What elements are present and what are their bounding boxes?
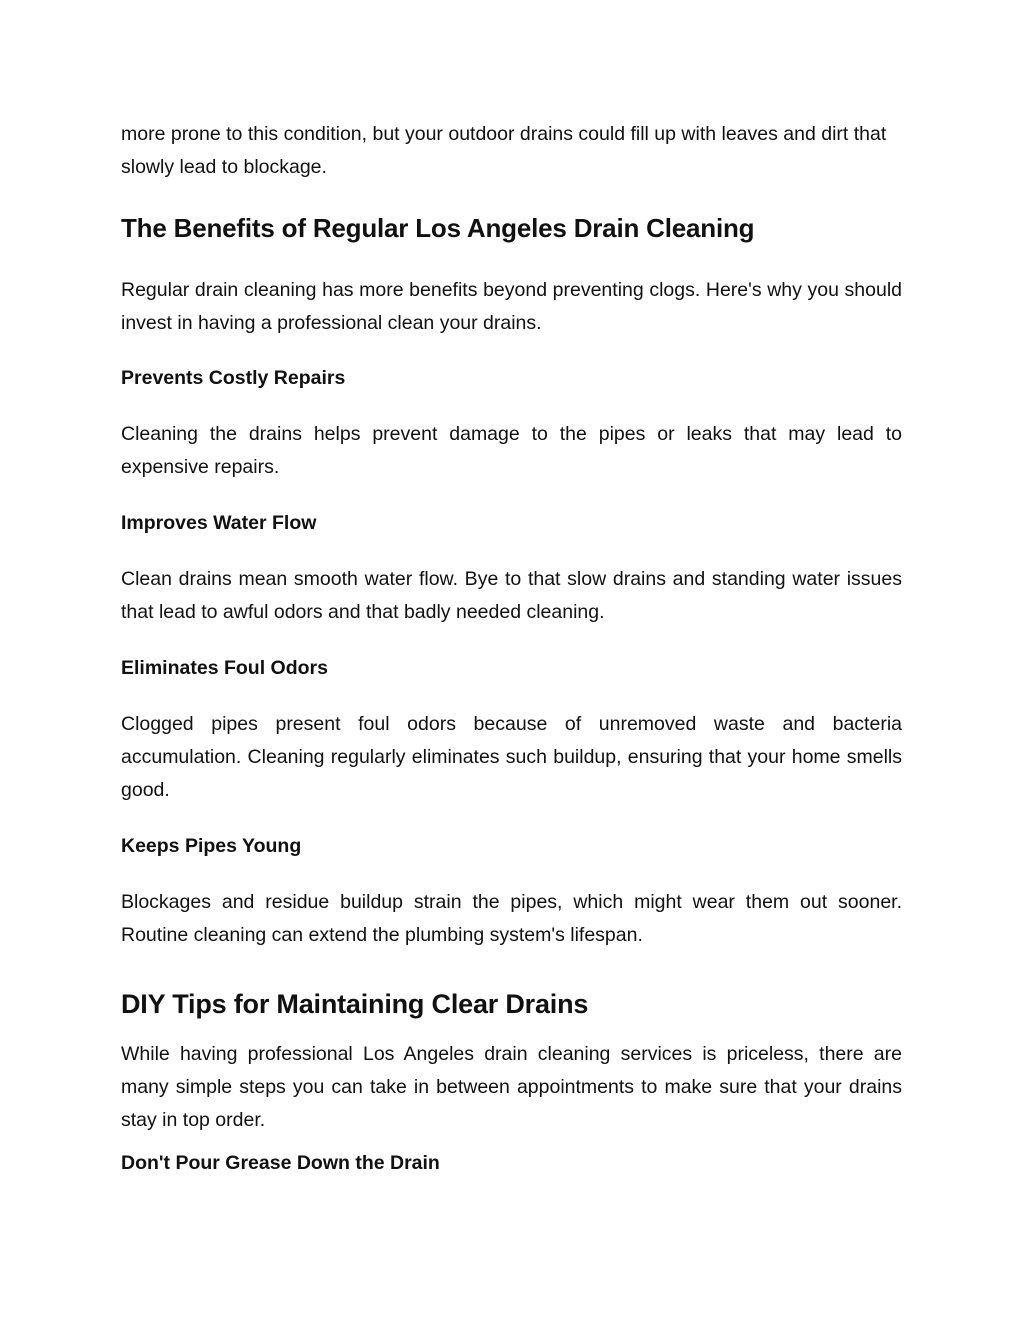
benefit-heading-pipes-young: Keeps Pipes Young bbox=[121, 835, 302, 857]
benefit-text-foul-odors: Clogged pipes present foul odors because of unremoved waste and bacteria accumulation. Cleaning regularly eliminates such buildup, ensuring that your home smells good. bbox=[121, 713, 902, 801]
document-page bbox=[121, 118, 902, 1177]
benefit-heading-costly-repairs: Prevents Costly Repairs bbox=[121, 367, 346, 389]
diy-heading: DIY Tips for Maintaining Clear Drains bbox=[121, 989, 589, 1019]
benefits-intro-paragraph: Regular drain cleaning has more benefits beyond preventing clogs. Here's why you should invest in having a professional clean your drains. bbox=[121, 279, 902, 334]
benefit-text-pipes-young: Blockages and residue buildup strain the pipes, which might wear them out sooner. Routine cleaning can extend the plumbing system's lifespan. bbox=[121, 891, 902, 946]
diy-tip-heading-grease: Don't Pour Grease Down the Drain bbox=[121, 1152, 440, 1174]
diy-intro-paragraph: While having professional Los Angeles drain cleaning services is priceless, there are many simple steps you can take in between appointments to make sure that your drains stay in top order. bbox=[121, 1043, 902, 1131]
benefit-heading-water-flow: Improves Water Flow bbox=[121, 512, 317, 534]
benefits-heading: The Benefits of Regular Los Angeles Drain Cleaning bbox=[121, 213, 755, 243]
benefit-text-water-flow: Clean drains mean smooth water flow. Bye to that slow drains and standing water issues that lead to awful odors and that badly needed cleaning. bbox=[121, 568, 902, 623]
intro-paragraph: more prone to this condition, but your outdoor drains could fill up with leaves and dirt that slowly lead to blockage. bbox=[121, 123, 887, 178]
benefit-heading-foul-odors: Eliminates Foul Odors bbox=[121, 657, 328, 679]
benefit-text-costly-repairs: Cleaning the drains helps prevent damage to the pipes or leaks that may lead to expensive repairs. bbox=[121, 423, 902, 478]
